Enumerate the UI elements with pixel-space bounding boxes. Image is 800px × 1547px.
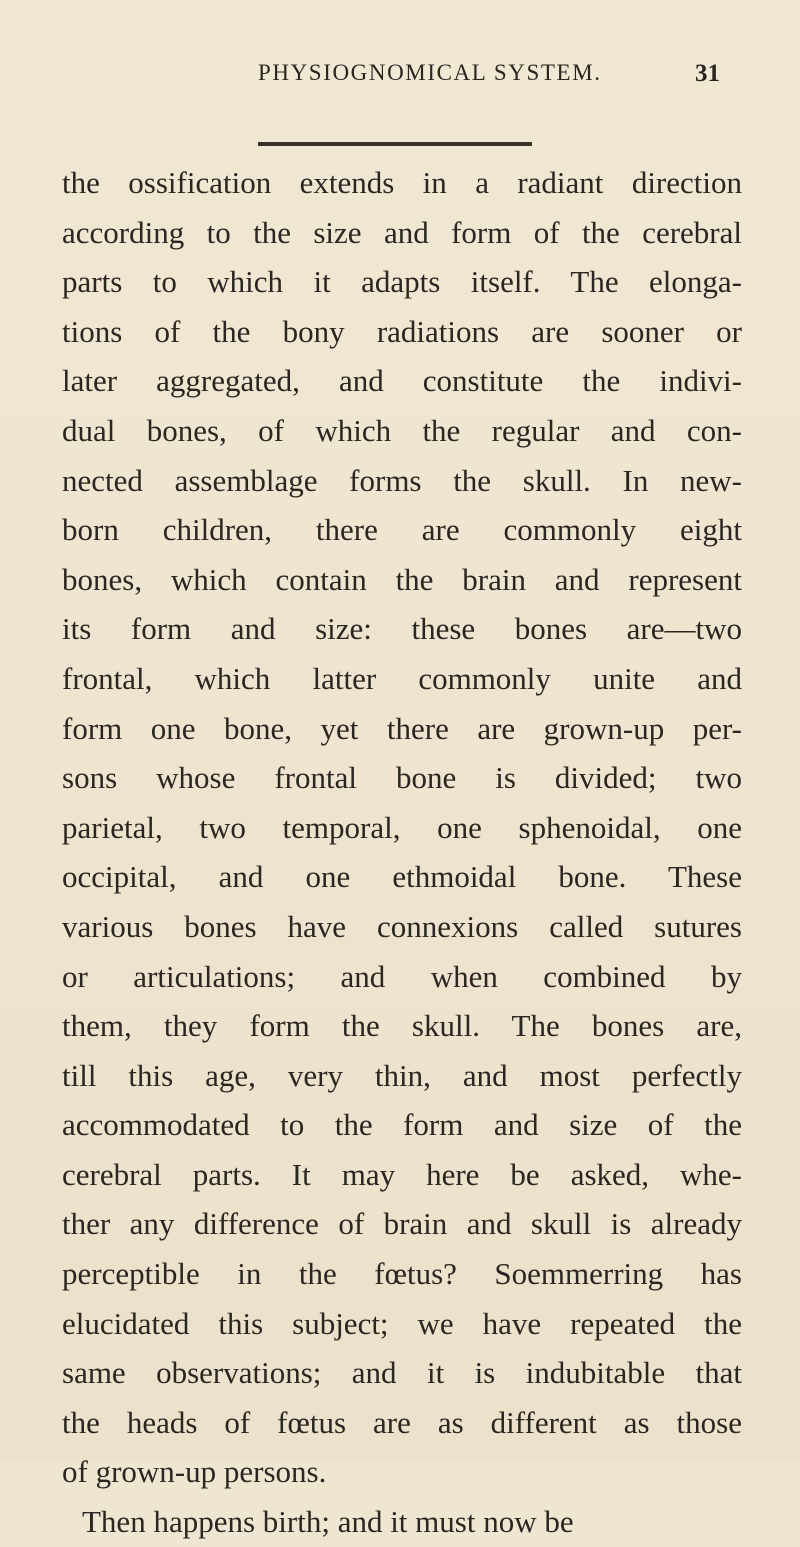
running-title: PHYSIOGNOMICAL SYSTEM. — [258, 60, 602, 85]
text-line: cerebral parts. It may here be asked, whe- — [62, 1156, 742, 1192]
text-line: Then happens birth; and it must now be — [82, 1504, 574, 1540]
text-line: them, they form the skull. The bones are, — [62, 1008, 742, 1044]
page-number: 31 — [695, 60, 720, 87]
text-line: or articulations; and when combined by — [62, 958, 742, 994]
text-line: bones, which contain the brain and represent — [62, 561, 742, 597]
text-line: form one bone, yet there are grown-up per- — [62, 710, 742, 746]
text-line: born children, there are commonly eight — [62, 512, 742, 548]
body-text — [62, 158, 742, 1547]
text-line: the ossification extends in a radiant direction — [62, 165, 742, 200]
text-line: till this age, very thin, and most perfectly — [62, 1057, 742, 1093]
text-line: parietal, two temporal, one sphenoidal, one — [62, 809, 742, 845]
text-line: sons whose frontal bone is divided; two — [62, 760, 742, 796]
text-line: nected assemblage forms the skull. In new- — [62, 462, 742, 498]
text-line: same observations; and it is indubitable that — [62, 1355, 742, 1391]
text-line: later aggregated, and constitute the indivi- — [62, 363, 742, 399]
text-line: frontal, which latter commonly unite and — [62, 660, 742, 696]
text-line: of grown-up persons. — [62, 1454, 327, 1490]
text-line: its form and size: these bones are—two — [62, 611, 742, 647]
running-head — [258, 60, 720, 96]
text-line: various bones have connexions called sutures — [62, 908, 742, 944]
text-line: dual bones, of which the regular and con- — [62, 412, 742, 448]
text-line: tions of the bony radiations are sooner or — [62, 313, 742, 349]
header-rule — [258, 142, 532, 146]
text-line: the heads of fœtus are as different as those — [62, 1404, 742, 1440]
text-line: perceptible in the fœtus? Soemmerring has — [62, 1256, 742, 1292]
text-line: occipital, and one ethmoidal bone. These — [62, 859, 742, 895]
text-line: accommodated to the form and size of the — [62, 1107, 742, 1143]
text-line: parts to which it adapts itself. The elonga- — [62, 264, 742, 300]
text-line: ther any difference of brain and skull is already — [62, 1206, 742, 1242]
text-line: elucidated this subject; we have repeated the — [62, 1305, 742, 1341]
text-line: according to the size and form of the cerebral — [62, 214, 742, 250]
